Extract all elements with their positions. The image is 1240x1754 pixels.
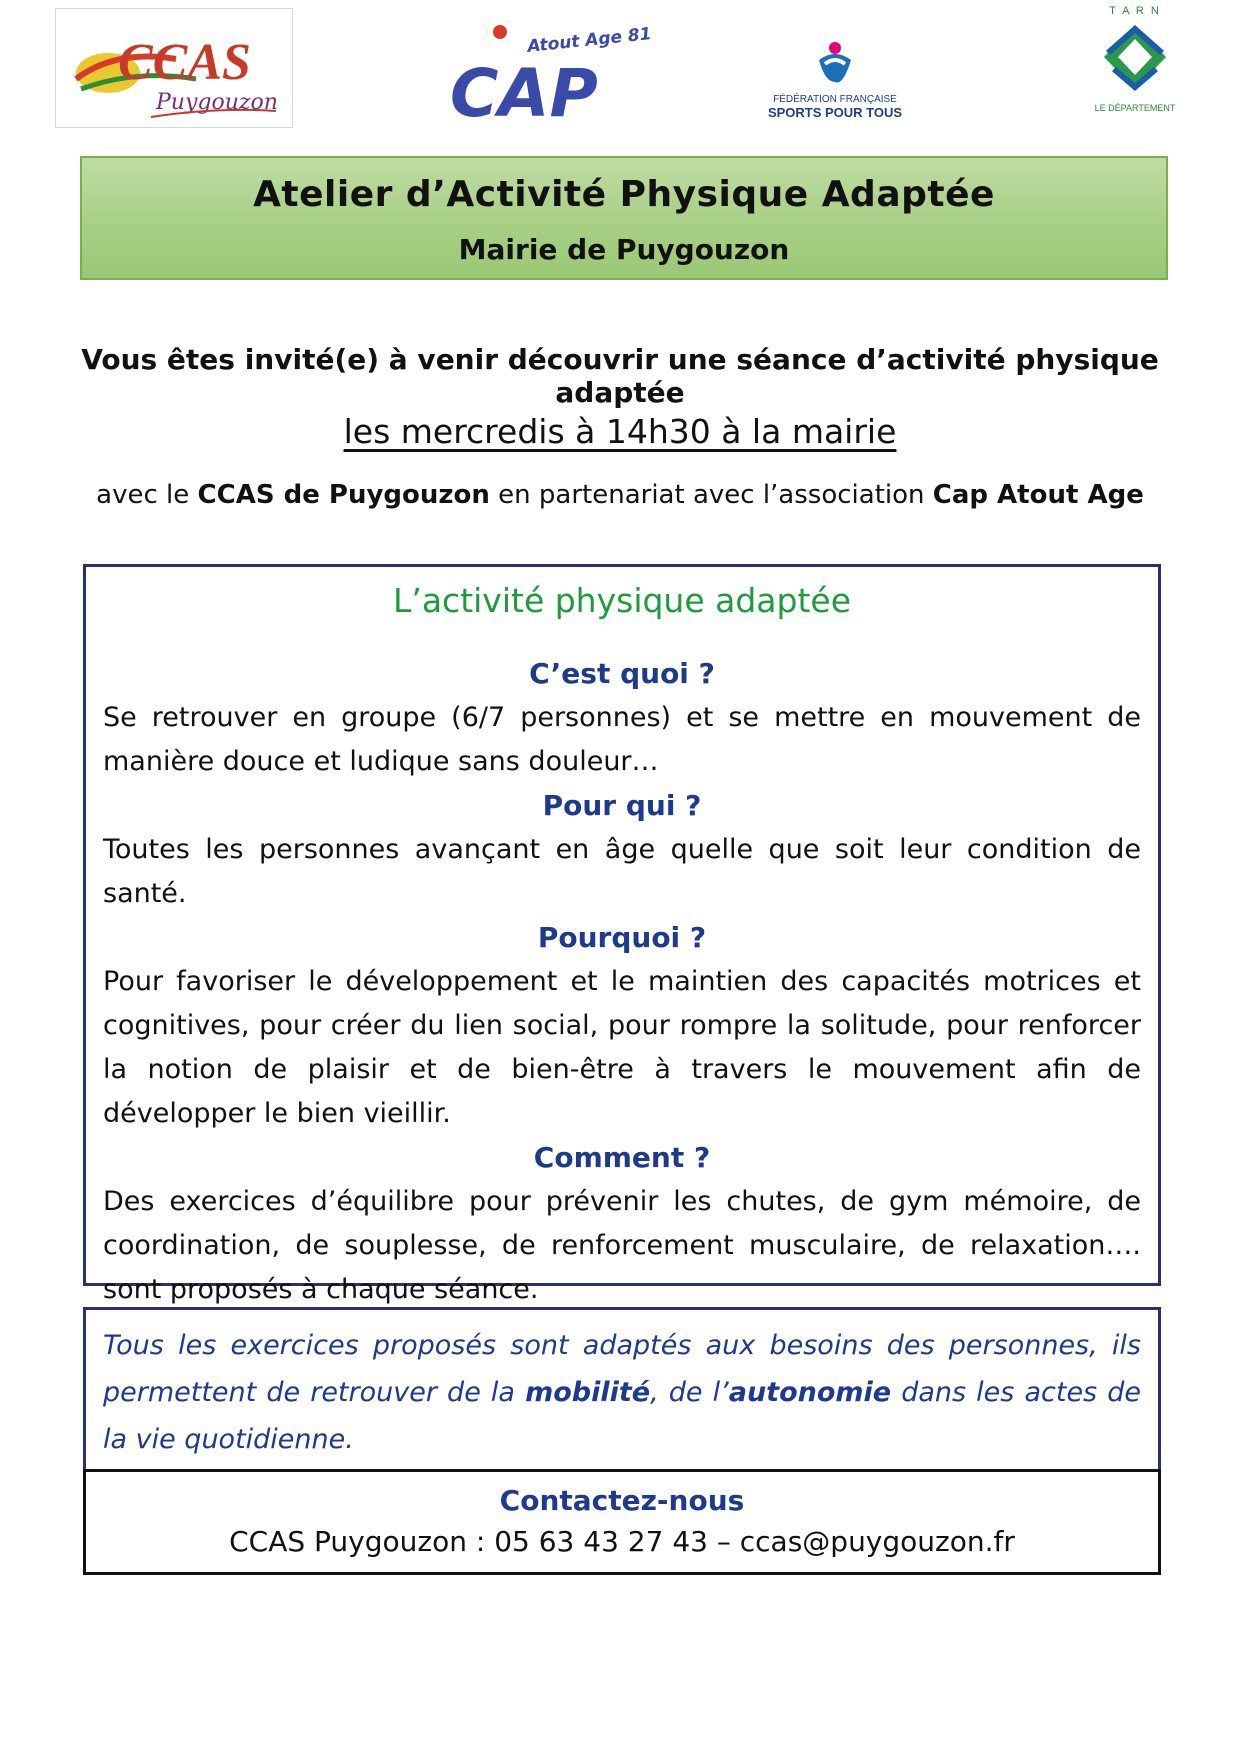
contact-title: Contactez-nous <box>499 1484 745 1517</box>
contact-box <box>83 1469 1161 1575</box>
note-part3: dans les actes de la vie quotidienne. <box>103 1377 1141 1455</box>
header-banner <box>80 156 1168 280</box>
cap-atout-age-logo <box>450 18 653 132</box>
info-box <box>83 564 1161 1305</box>
question-heading: Pour qui ? <box>542 789 702 822</box>
partnership-partner: Cap Atout Age <box>932 480 1144 510</box>
answer-paragraph: Se retrouver en groupe (6/7 personnes) et se mettre en mouvement de manière douce et ludique sans douleur… <box>103 702 1141 777</box>
note-bold-autonomie: autonomie <box>728 1377 892 1408</box>
page-subtitle: Mairie de Puygouzon <box>458 233 790 266</box>
tarn-emblem-icon <box>1100 17 1170 99</box>
cap-logo-letters: CAP <box>450 55 598 132</box>
ccas-logo-script: Puygouzon <box>156 90 278 115</box>
cap-logo-tagline: Atout Age 81 <box>526 24 653 57</box>
invitation-text: Vous êtes invité(e) à venir découvrir une séance d’activité physique adaptée <box>81 343 1159 409</box>
contact-details: CCAS Puygouzon : 05 63 43 27 43 – ccas@puygouzon.fr <box>229 1525 1015 1558</box>
ccas-puygouzon-logo <box>55 8 293 128</box>
info-box-title: L’activité physique adaptée <box>392 581 852 620</box>
schedule-text: les mercredis à 14h30 à la mairie <box>343 412 897 451</box>
ffs-line2: SPORTS POUR TOUS <box>767 105 903 120</box>
tarn-bottom-text: LE DÉPARTEMENT <box>1094 103 1176 113</box>
question-heading: Pourquoi ? <box>537 921 707 954</box>
tarn-top-text: T A R N <box>1109 5 1161 17</box>
partnership-prefix: avec le <box>96 480 190 510</box>
tarn-departement-logo <box>1085 5 1185 130</box>
page-title: Atelier d’Activité Physique Adaptée <box>253 174 995 215</box>
note-text <box>103 1322 1141 1463</box>
ffs-emblem-icon <box>805 38 865 88</box>
note-box <box>83 1307 1161 1471</box>
partnership-org: CCAS de Puygouzon <box>197 480 490 510</box>
ffs-logo <box>760 38 910 123</box>
ffs-line1: FÉDÉRATION FRANÇAISE <box>773 94 897 105</box>
note-bold-mobilite: mobilité <box>525 1377 651 1408</box>
question-heading: C’est quoi ? <box>529 657 715 690</box>
answer-paragraph: Toutes les personnes avançant en âge quelle que soit leur condition de santé. <box>103 834 1141 909</box>
partnership-middle: en partenariat avec l’association <box>498 480 925 510</box>
ccas-logo-text: CCAS <box>118 34 251 91</box>
note-part2: , de l’ <box>650 1377 729 1408</box>
question-heading: Comment ? <box>533 1141 711 1174</box>
answer-paragraph: Pour favoriser le développement et le maintien des capacités motrices et cognitives, pour créer du lien social, pour rompre la solitude, pour renforcer la notion de plaisir et de bien-être à travers le mouvement afin de développer le bien vieillir. <box>103 966 1141 1129</box>
note-part1: Tous les exercices proposés sont adaptés aux besoins des personnes, ils permettent de retrouver de la <box>103 1330 1141 1408</box>
answer-paragraph: Des exercices d’équilibre pour prévenir les chutes, de gym mémoire, de coordination, de souplesse, de renforcement musculaire, de relaxation…. sont proposés à chaque séance. <box>103 1186 1141 1305</box>
partnership-text <box>60 480 1180 510</box>
